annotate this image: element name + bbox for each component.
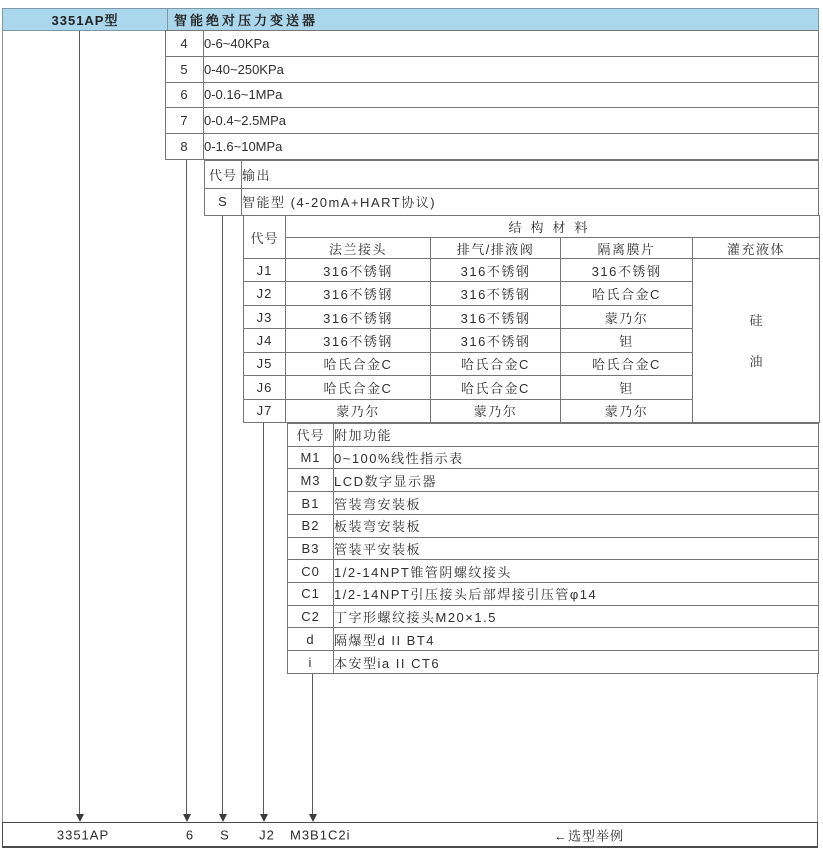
example-function-code: M3B1C2i <box>290 827 351 842</box>
range-value-cell: 0-0.4~2.5MPa <box>204 108 819 134</box>
range-code-cell: 8 <box>166 134 204 160</box>
function-code-cell: C0 <box>288 560 334 583</box>
table-row <box>166 31 819 57</box>
material-flange-cell: 316不锈钢 <box>286 259 431 282</box>
function-code-cell: i <box>288 651 334 674</box>
example-output-code: S <box>220 827 230 842</box>
arrow-down-icon <box>183 814 191 822</box>
material-vent-cell: 316不锈钢 <box>431 329 561 352</box>
table-row <box>288 628 819 651</box>
material-diaphragm-cell: 316不锈钢 <box>561 259 693 282</box>
materials-code-header-cell: 代号 <box>244 216 286 259</box>
arrow-down-icon <box>219 814 227 822</box>
connector-line-functions <box>312 674 313 814</box>
material-vent-cell: 316不锈钢 <box>431 282 561 305</box>
range-code-cell: 4 <box>166 31 204 57</box>
connector-line-materials <box>263 423 264 814</box>
range-code-cell: 5 <box>166 56 204 82</box>
table-row <box>166 108 819 134</box>
table-row <box>205 161 819 189</box>
material-code-cell: J2 <box>244 282 286 305</box>
material-diaphragm-cell: 哈氏合金C <box>561 282 693 305</box>
material-code-cell: J7 <box>244 399 286 422</box>
arrow-down-icon <box>260 814 268 822</box>
function-code-cell: B1 <box>288 492 334 515</box>
function-desc-cell: 板装弯安装板 <box>334 514 819 537</box>
function-desc-cell: 管装平安装板 <box>334 537 819 560</box>
range-value-cell: 0-1.6~10MPa <box>204 134 819 160</box>
function-desc-cell: 0~100%线性指示表 <box>334 446 819 469</box>
material-code-cell: J1 <box>244 259 286 282</box>
function-desc-cell: 丁字形螺纹接头M20×1.5 <box>334 605 819 628</box>
material-diaphragm-cell: 蒙乃尔 <box>561 305 693 328</box>
material-diaphragm-cell: 钽 <box>561 376 693 399</box>
material-diaphragm-cell: 蒙乃尔 <box>561 399 693 422</box>
function-code-cell: M1 <box>288 446 334 469</box>
materials-table <box>243 215 820 423</box>
material-vent-cell: 哈氏合金C <box>431 352 561 375</box>
material-flange-cell: 316不锈钢 <box>286 305 431 328</box>
example-model: 3351AP <box>56 827 110 842</box>
column-header-fill-fluid: 灌充液体 <box>693 238 820 259</box>
functions-table <box>287 423 819 674</box>
table-row <box>288 514 819 537</box>
table-row <box>288 537 819 560</box>
function-desc-cell: 管装弯安装板 <box>334 492 819 515</box>
output-desc-cell: 智能型 (4-20mA+HART协议) <box>242 188 819 216</box>
material-vent-cell: 哈氏合金C <box>431 376 561 399</box>
range-code-cell: 6 <box>166 82 204 108</box>
example-material-code: J2 <box>259 827 275 842</box>
range-value-cell: 0-6~40KPa <box>204 31 819 57</box>
function-desc-cell: 1/2-14NPT锥管阴螺纹接头 <box>334 560 819 583</box>
table-row <box>288 446 819 469</box>
example-range-code: 6 <box>185 827 195 842</box>
connector-line-range <box>186 160 187 814</box>
function-desc-cell: 1/2-14NPT引压接头后部焊接引压管φ14 <box>334 583 819 606</box>
material-code-cell: J4 <box>244 329 286 352</box>
material-diaphragm-cell: 哈氏合金C <box>561 352 693 375</box>
material-flange-cell: 哈氏合金C <box>286 352 431 375</box>
material-flange-cell: 316不锈钢 <box>286 282 431 305</box>
column-header-diaphragm: 隔离膜片 <box>561 238 693 259</box>
table-row <box>288 605 819 628</box>
table-row <box>288 492 819 515</box>
function-code-cell: B2 <box>288 514 334 537</box>
selection-example-label: ←选型举例 <box>554 828 625 843</box>
material-code-cell: J5 <box>244 352 286 375</box>
functions-header-cell: 附加功能 <box>334 424 819 447</box>
arrow-down-icon <box>309 814 317 822</box>
fill-fluid-cell <box>693 259 820 423</box>
material-flange-cell: 哈氏合金C <box>286 376 431 399</box>
table-row <box>166 56 819 82</box>
functions-code-header-cell: 代号 <box>288 424 334 447</box>
table-row <box>288 424 819 447</box>
spacer <box>693 327 819 355</box>
function-desc-cell: 本安型ia II CT6 <box>334 651 819 674</box>
fill-fluid-line2: 油 <box>749 353 763 369</box>
model-name: 3351AP型 <box>3 9 168 30</box>
table-row <box>244 238 820 259</box>
connector-line-output <box>222 216 223 814</box>
example-box <box>2 822 818 848</box>
function-desc-cell: 隔爆型d II BT4 <box>334 628 819 651</box>
title-bar <box>2 8 819 31</box>
material-flange-cell: 316不锈钢 <box>286 329 431 352</box>
arrow-down-icon <box>76 814 84 822</box>
table-row <box>288 583 819 606</box>
product-name: 智能绝对压力变送器 <box>174 13 319 28</box>
material-flange-cell: 蒙乃尔 <box>286 399 431 422</box>
function-desc-cell: LCD数字显示器 <box>334 469 819 492</box>
range-value-cell: 0-40~250KPa <box>204 56 819 82</box>
material-vent-cell: 316不锈钢 <box>431 259 561 282</box>
range-code-cell: 7 <box>166 108 204 134</box>
table-row <box>205 188 819 216</box>
fill-fluid-line1: 硅 <box>749 312 763 328</box>
range-value-cell: 0-0.16~1MPa <box>204 82 819 108</box>
material-vent-cell: 316不锈钢 <box>431 305 561 328</box>
function-code-cell: C1 <box>288 583 334 606</box>
range-table <box>165 30 819 160</box>
output-table <box>204 160 819 216</box>
table-row <box>288 560 819 583</box>
output-code-cell: S <box>205 188 242 216</box>
column-header-flange: 法兰接头 <box>286 238 431 259</box>
table-row <box>288 651 819 674</box>
material-diaphragm-cell: 钽 <box>561 329 693 352</box>
function-code-cell: C2 <box>288 605 334 628</box>
connector-line-model <box>79 31 80 814</box>
output-header-cell: 输出 <box>242 161 819 189</box>
output-code-header-cell: 代号 <box>205 161 242 189</box>
function-code-cell: B3 <box>288 537 334 560</box>
material-code-cell: J6 <box>244 376 286 399</box>
material-code-cell: J3 <box>244 305 286 328</box>
table-row <box>166 134 819 160</box>
function-code-cell: M3 <box>288 469 334 492</box>
material-vent-cell: 蒙乃尔 <box>431 399 561 422</box>
function-code-cell: d <box>288 628 334 651</box>
column-header-vent: 排气/排液阀 <box>431 238 561 259</box>
table-row <box>288 469 819 492</box>
table-row <box>244 259 820 282</box>
table-row <box>166 82 819 108</box>
table-row <box>244 216 820 238</box>
materials-group-header-cell: 结构材料 <box>286 216 820 238</box>
